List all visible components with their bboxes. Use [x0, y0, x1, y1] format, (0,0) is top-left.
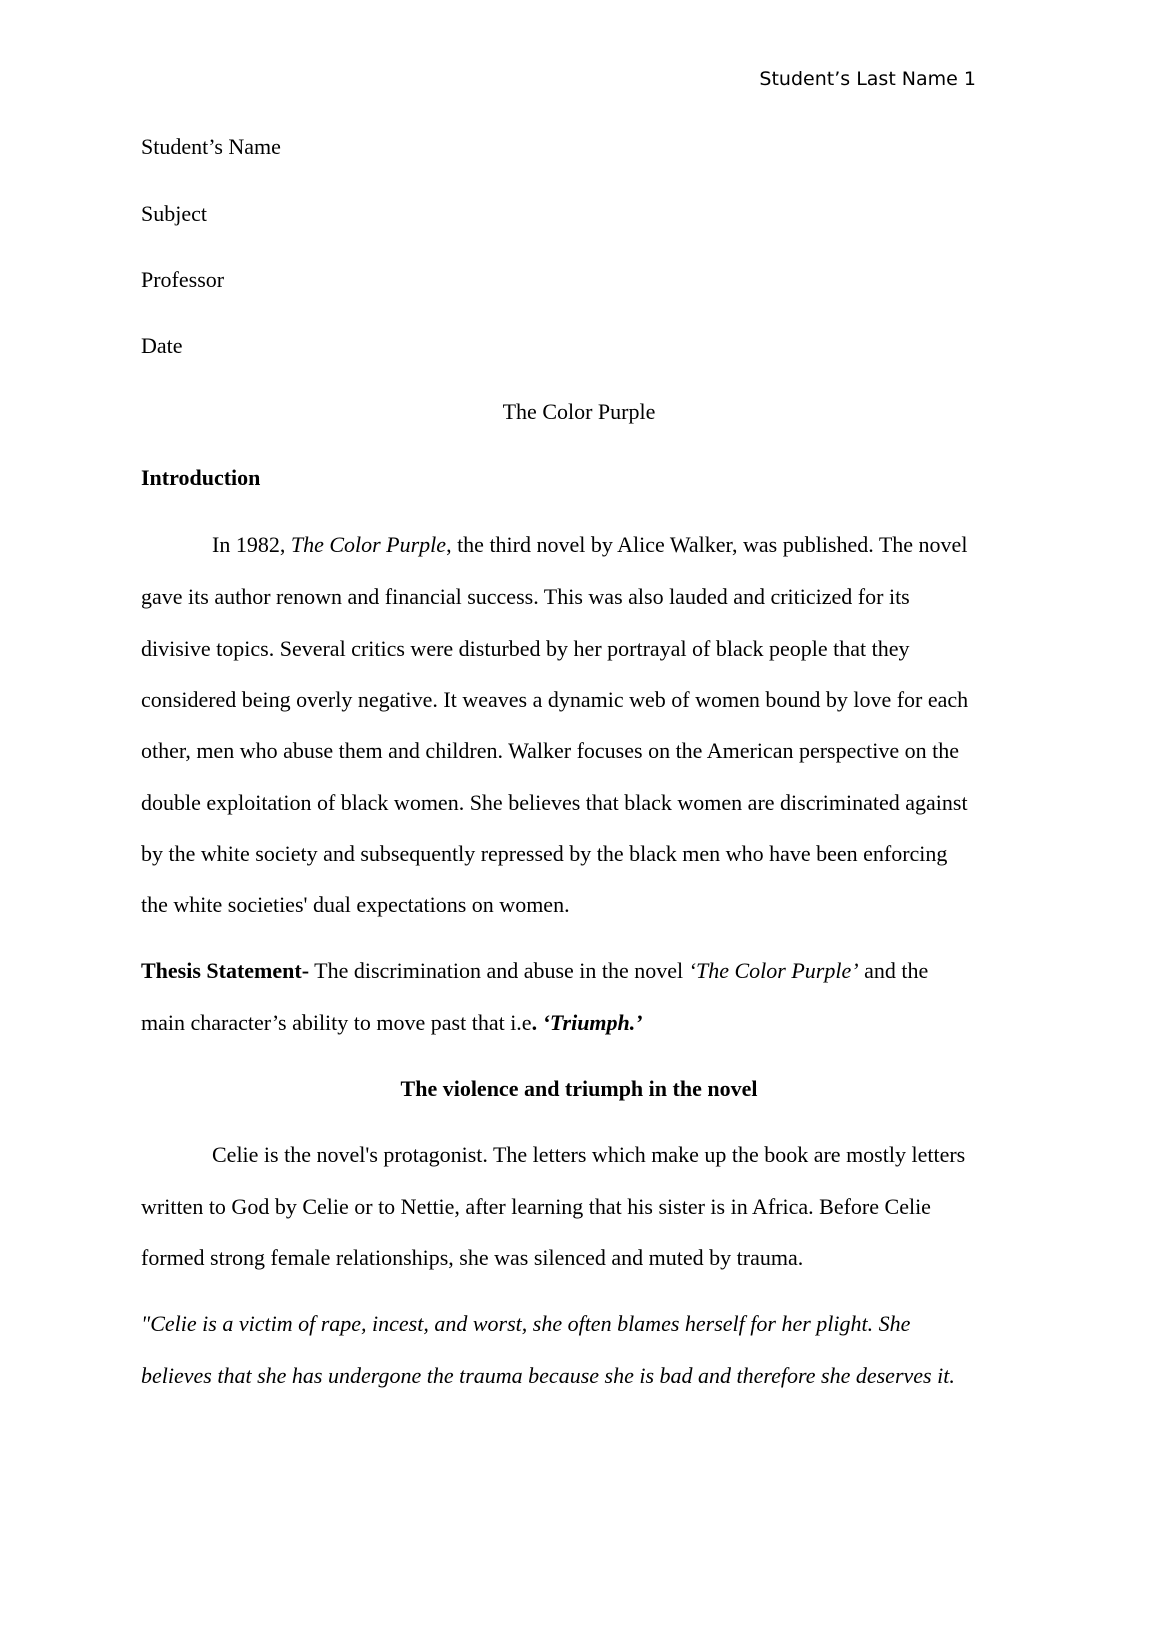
running-head: Student’s Last Name 1	[759, 68, 976, 90]
quote-line-1: "Celie is a victim of rape, incest, and worst, she often blames herself for her plight. She	[141, 1311, 911, 1336]
intro-line-2: gave its author renown and financial success. This was also lauded and criticized for its	[141, 584, 910, 609]
thesis-line-1: Thesis Statement- The discrimination and abuse in the novel ‘The Color Purple’ and the	[141, 958, 929, 983]
professor: Professor	[141, 267, 225, 292]
intro-line-6: double exploitation of black women. She believes that black women are discriminated against	[141, 790, 968, 815]
intro-line-4: considered being overly negative. It weaves a dynamic web of women bound by love for each	[141, 687, 969, 712]
intro-line-5: other, men who abuse them and children. Walker focuses on the American perspective on the	[141, 738, 960, 763]
intro-line-7: by the white society and subsequently repressed by the black men who have been enforcing	[141, 841, 948, 866]
intro-line-8: the white societies' dual expectations on women.	[141, 892, 570, 917]
paper-title: The Color Purple	[502, 399, 656, 424]
section-line-3: formed strong female relationships, she was silenced and muted by trauma.	[141, 1245, 804, 1270]
section-line-2: written to God by Celie or to Nettie, after learning that his sister is in Africa. Before Celie	[141, 1194, 931, 1219]
subject: Subject	[141, 201, 207, 226]
quote-line-2: believes that she has undergone the trauma because she is bad and therefore she deserves it.	[141, 1363, 955, 1388]
intro-line-1: In 1982, The Color Purple, the third novel by Alice Walker, was published. The novel	[212, 532, 968, 557]
date: Date	[141, 333, 183, 358]
thesis-line-2: main character’s ability to move past that i.e. ‘Triumph.’	[141, 1010, 643, 1035]
introduction-heading: Introduction	[141, 465, 261, 490]
section-line-1: Celie is the novel's protagonist. The letters which make up the book are mostly letters	[212, 1142, 966, 1167]
student-name: Student’s Name	[141, 134, 281, 159]
section-heading: The violence and triumph in the novel	[400, 1076, 758, 1101]
intro-line-3: divisive topics. Several critics were disturbed by her portrayal of black people that they	[141, 636, 910, 661]
